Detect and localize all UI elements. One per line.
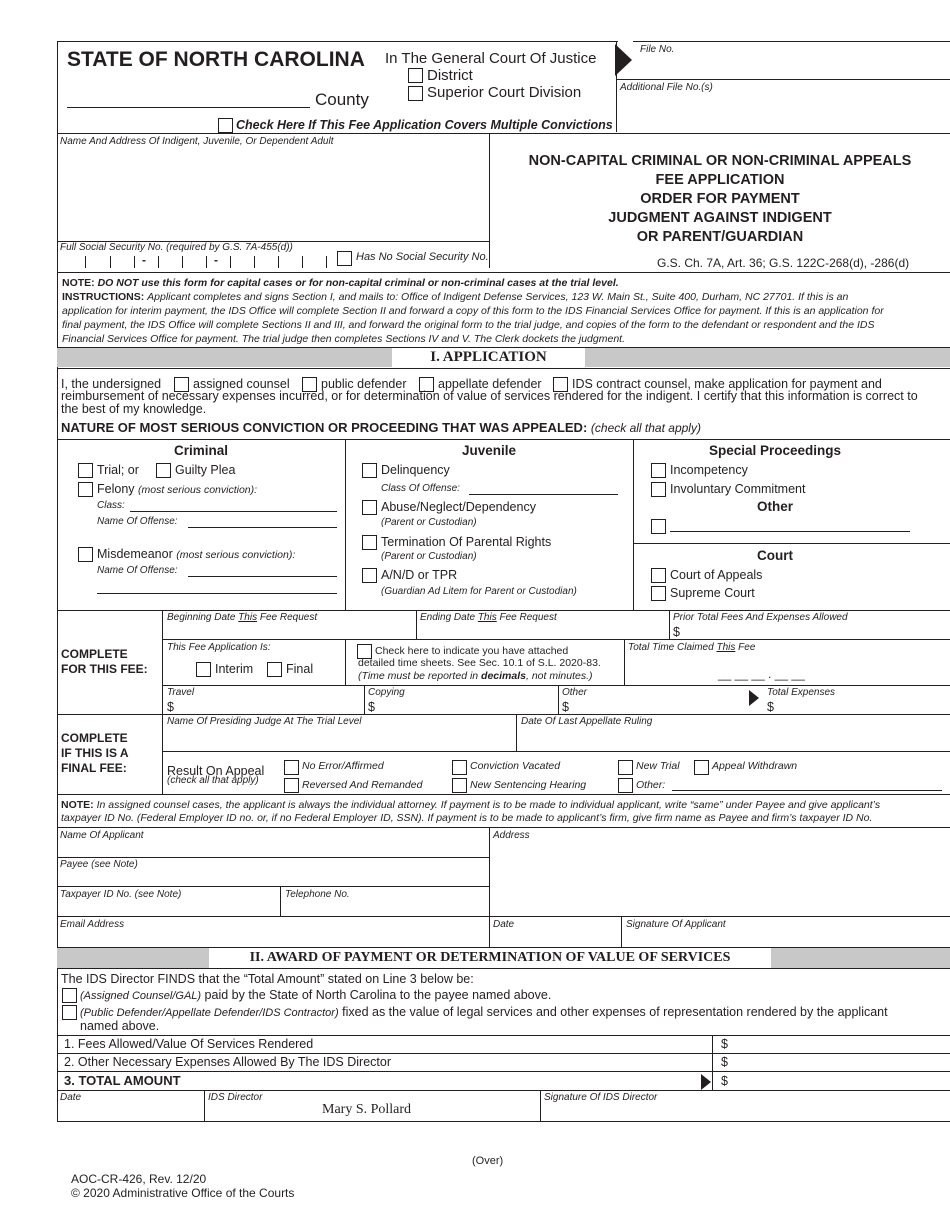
instr-label: INSTRUCTIONS: (62, 291, 145, 303)
interim-label: Interim (215, 662, 254, 676)
new-trial-checkbox[interactable] (618, 760, 633, 775)
taxpayer-label: Taxpayer ID No. (see Note) (60, 889, 182, 900)
timesheets-line1: Check here to indicate you have attached (375, 645, 569, 657)
ids-director-label: IDS Director (208, 1092, 263, 1103)
other-exp-label: Other (562, 687, 588, 698)
total-expenses-dollar: $ (767, 700, 774, 714)
end-divider (669, 610, 670, 639)
section1-top (57, 347, 950, 348)
parent-custodian-note: (Parent or Custodian) (381, 551, 477, 562)
felony-offense-label: Name Of Offense: (97, 516, 178, 527)
coa-checkbox[interactable] (651, 568, 666, 583)
fees-row3-bottom (57, 714, 950, 715)
class-line[interactable] (130, 511, 337, 512)
felony-label: Felony (97, 482, 135, 496)
ssn-dash: - (142, 253, 146, 267)
applicant-note-text: In assigned counsel cases, the applicant is always the individual attorney. If payment is to be made to individual applicant, write “same” under Payee and give applicant’s (96, 799, 881, 811)
termination-checkbox[interactable] (362, 535, 377, 550)
other-result-line[interactable] (672, 790, 942, 791)
trial-label: Trial; or (97, 463, 139, 477)
ids-signature-label: Signature Of IDS Director (544, 1092, 658, 1103)
final-checkbox[interactable] (267, 662, 282, 677)
final-label: Final (286, 662, 314, 676)
other-result-label: Other: (636, 779, 666, 791)
form-title-line: OR PARENT/GUARDIAN (636, 229, 804, 245)
instr-line: final payment, the IDS Office will complete Sections II and III, and forward the original form to the trial judge, and copies of the form to the defendant or respondent and the IDS (62, 319, 875, 331)
supreme-label: Supreme Court (670, 586, 755, 600)
county-label: County (315, 90, 369, 109)
complete-this-label: COMPLETE FOR THIS FEE: (61, 647, 148, 676)
applicant-name-label: Name Of Applicant (60, 830, 144, 841)
ssn-tick (302, 256, 303, 268)
form-title-line: ORDER FOR PAYMENT (640, 191, 800, 207)
class-of-offense-line[interactable] (469, 494, 618, 495)
payee-label: Payee (see Note) (60, 859, 138, 870)
cert-line: reimbursement of necessary expenses incurred, or for determination of value of services rendered for the indigent. I certify that this information is correct to (61, 389, 918, 403)
total-arrow-icon (749, 690, 759, 706)
misdemeanor-label: Misdemeanor (97, 547, 173, 561)
email-label: Email Address (60, 919, 125, 930)
total-time-label: Total Time Claimed This Fee (628, 642, 756, 653)
withdrawn-checkbox[interactable] (694, 760, 709, 775)
telephone-label: Telephone No. (285, 889, 350, 900)
prior-total-label: Prior Total Fees And Expenses Allowed (673, 612, 848, 623)
top-border-right (633, 41, 950, 42)
additional-file-label: Additional File No.(s) (620, 82, 713, 93)
line2-top (57, 1053, 950, 1054)
assigned-counsel-label: assigned counsel (193, 377, 290, 391)
abuse-checkbox[interactable] (362, 500, 377, 515)
class-of-offense-label: Class Of Offense: (381, 483, 460, 494)
opt1-italic: (Assigned Counsel/GAL) (80, 990, 202, 1002)
misd-offense-line2[interactable] (97, 593, 337, 594)
misd-offense-line[interactable] (188, 576, 337, 577)
and-tpr-checkbox[interactable] (362, 568, 377, 583)
no-ssn-label: Has No Social Security No. (356, 251, 489, 263)
section1-title: I. APPLICATION (430, 349, 547, 365)
ssn-label: Full Social Security No. (required by G.S. 7A-455(d)) (60, 242, 293, 253)
nature-hint: (check all that apply) (590, 421, 701, 435)
fees-row1-bottom (162, 639, 950, 640)
ssn-tick (278, 256, 279, 268)
copying-divider (558, 685, 559, 714)
section1-bar-right (585, 347, 950, 367)
and-tpr-label: A/N/D or TPR (381, 568, 458, 582)
result-label: Result On Appeal (167, 764, 265, 778)
misdemeanor-line (97, 547, 295, 561)
criminal-divider (345, 439, 346, 610)
judge-row-bottom (162, 751, 950, 752)
misdemeanor-checkbox[interactable] (78, 547, 93, 562)
public-defender-label: public defender (321, 377, 407, 391)
section1-bottom (57, 368, 950, 369)
applicant-note-label: NOTE: (61, 799, 94, 811)
fees-row2-bottom (162, 685, 950, 686)
court-divider (633, 543, 950, 544)
complete-final-label: COMPLETE IF THIS IS A FINAL FEE: (61, 731, 129, 775)
misd-hint: (most serious conviction): (176, 549, 296, 561)
prior-total-dollar: $ (673, 625, 680, 639)
app-is-label: This Fee Application Is: (167, 642, 271, 653)
total-amount-arrow-icon (701, 1074, 711, 1090)
payee-row-bottom (57, 886, 489, 887)
guilty-plea-label: Guilty Plea (175, 463, 236, 477)
date-divider (621, 916, 622, 947)
app-divider (345, 639, 346, 685)
opt2-line2: named above. (80, 1019, 160, 1033)
opt2-italic: (Public Defender/Appellate Defender/IDS Contractor) (80, 1007, 339, 1019)
state-title: STATE OF NORTH CAROLINA (67, 48, 365, 71)
timesheets-line3: (Time must be reported in decimals, not minutes.) (358, 670, 593, 682)
pd-contractor-checkbox[interactable] (62, 1005, 77, 1020)
nature-label: NATURE OF MOST SERIOUS CONVICTION OR PROCEEDING THAT WAS APPEALED: (61, 420, 588, 435)
county-line[interactable] (67, 107, 310, 108)
felony-checkbox[interactable] (78, 482, 93, 497)
cert-line: the best of my knowledge. (61, 402, 207, 416)
parent-custodian-note: (Parent or Custodian) (381, 517, 477, 528)
other-heading: Other (756, 499, 793, 514)
other-special-checkbox[interactable] (651, 519, 666, 534)
ids-date-divider (204, 1090, 205, 1121)
trial-checkbox[interactable] (78, 463, 93, 478)
finds-text: The IDS Director FINDS that the “Total Amount” stated on Line 3 below be: (61, 972, 474, 986)
address-label: Address (493, 830, 530, 841)
over-label: (Over) (472, 1155, 504, 1167)
ssn-tick (326, 256, 327, 268)
no-ssn-checkbox[interactable] (337, 251, 352, 266)
signature-row-top (57, 1090, 950, 1091)
misd-offense-label: Name Of Offense: (97, 565, 178, 576)
ids-director-name: Mary S. Pollard (322, 1102, 412, 1117)
new-sentencing-checkbox[interactable] (452, 778, 467, 793)
appellate-defender-label: appellate defender (438, 377, 542, 391)
instr-line (62, 290, 884, 304)
form-title-line: JUDGMENT AGAINST INDIGENT (608, 210, 832, 226)
section1-bar-left (57, 347, 392, 367)
section2-bar-right (771, 947, 950, 968)
top-border (57, 41, 618, 42)
coa-label: Court of Appeals (670, 568, 763, 582)
opt2-text: fixed as the value of legal services and other expenses of representation rendered by the applicant (342, 1005, 888, 1019)
instr-text: Applicant completes and signs Section I, and mails to: Office of Indigent Defense Services, 123 W. Main St., Suite 400, Durham, NC 27701. If this is an (147, 291, 849, 303)
withdrawn-label: Appeal Withdrawn (712, 760, 798, 772)
travel-divider (364, 685, 365, 714)
incompetency-checkbox[interactable] (651, 463, 666, 478)
ids-sig-divider (540, 1090, 541, 1121)
presiding-judge-label: Name Of Presiding Judge At The Trial Level (167, 716, 362, 727)
applicant-divider (489, 827, 490, 947)
amount-divider (712, 1035, 713, 1091)
fees-left-divider (162, 610, 163, 794)
reversed-label: Reversed And Remanded (302, 779, 423, 791)
multiple-convictions-checkbox[interactable] (218, 118, 233, 133)
vacated-label: Conviction Vacated (470, 760, 561, 772)
last-ruling-label: Date Of Last Appellate Ruling (521, 716, 653, 727)
end-date-label: Ending Date This Fee Request (420, 612, 557, 623)
interim-checkbox[interactable] (196, 662, 211, 677)
ssn-tick (110, 256, 111, 268)
ssn-tick (230, 256, 231, 268)
line3-top (57, 1071, 950, 1072)
total-amount-label: 3. TOTAL AMOUNT (64, 1073, 181, 1088)
termination-label: Termination Of Parental Rights (381, 535, 552, 549)
opt1-text: paid by the State of North Carolina to the payee named above. (204, 988, 552, 1002)
timesheets-line2: detailed time sheets. See Sec. 10.1 of S.L. 2020-83. (358, 657, 601, 669)
other-exp-dollar: $ (562, 700, 569, 714)
superior-checkbox[interactable] (408, 86, 423, 101)
ssn-dash: - (214, 253, 218, 267)
travel-dollar: $ (167, 700, 174, 714)
instructions-block (62, 276, 884, 346)
result-hint: (check all that apply) (167, 775, 259, 786)
applicant-top (57, 827, 950, 828)
district-checkbox[interactable] (408, 68, 423, 83)
ssn-tick (158, 256, 159, 268)
other-expenses-dollar[interactable]: $ (721, 1055, 728, 1069)
copying-dollar: $ (368, 700, 375, 714)
email-row-top (57, 916, 950, 917)
new-trial-label: New Trial (636, 760, 680, 772)
date-label: Date (493, 919, 515, 930)
statutes: G.S. Ch. 7A, Art. 36; G.S. 122C-268(d), -286(d) (657, 256, 910, 270)
ssn-tick (206, 256, 207, 268)
judge-divider (516, 714, 517, 751)
file-arrow-icon (615, 44, 632, 76)
taxpayer-divider (280, 886, 281, 917)
file-line (616, 79, 950, 80)
vacated-checkbox[interactable] (452, 760, 467, 775)
name-row-bottom (57, 857, 489, 858)
no-error-label: No Error/Affirmed (302, 760, 384, 772)
opt1-line (80, 988, 551, 1002)
ssn-tick (182, 256, 183, 268)
name-address-label: Name And Address Of Indigent, Juvenile, Or Dependent Adult (60, 136, 334, 147)
ident-bottom-line (57, 272, 950, 273)
delinquency-label: Delinquency (381, 463, 450, 477)
involuntary-checkbox[interactable] (651, 482, 666, 497)
time-divider (624, 639, 625, 685)
line1-top (57, 1035, 950, 1036)
class-label: Class: (97, 500, 125, 511)
district-label: District (427, 67, 473, 84)
special-heading: Special Proceedings (708, 443, 842, 458)
gal-note: (Guardian Ad Litem for Parent or Custodian) (381, 586, 577, 597)
ssn-tick (134, 256, 135, 268)
nature-line (61, 420, 701, 435)
begin-divider (416, 610, 417, 639)
felony-offense-line[interactable] (188, 527, 337, 528)
multiple-convictions-label: Check Here If This Fee Application Covers Multiple Convictions (236, 118, 613, 132)
criminal-heading: Criminal (173, 443, 228, 458)
applicant-note-line2: taxpayer ID No. (Federal Employer ID no. or, if no Federal Employer ID, SSN). If payment is to be made to applicant’s firm, give firm name as Payee and firm’s taxpayer ID No. (61, 812, 873, 824)
section2-title: II. AWARD OF PAYMENT OR DETERMINATION OF VALUE OF SERVICES (249, 950, 731, 965)
other-special-line[interactable] (670, 531, 910, 532)
ssn-tick (85, 256, 86, 268)
reversed-checkbox[interactable] (284, 778, 299, 793)
delinquency-checkbox[interactable] (362, 463, 377, 478)
incompetency-label: Incompetency (670, 463, 748, 477)
undersigned-label: I, the undersigned (61, 377, 162, 391)
note-line (62, 276, 884, 290)
assigned-gal-checkbox[interactable] (62, 988, 77, 1003)
note-label: NOTE: (62, 277, 95, 289)
begin-date-label: Beginning Date This Fee Request (167, 612, 318, 623)
note-text: DO NOT use this form for capital cases or for non-capital criminal or non-criminal cases at the trial level. (97, 277, 619, 289)
copyright: © 2020 Administrative Office of the Courts (71, 1186, 295, 1200)
copying-label: Copying (368, 687, 405, 698)
felony-hint: (most serious conviction): (138, 484, 258, 496)
involuntary-label: Involuntary Commitment (670, 482, 806, 496)
court-title: In The General Court Of Justice (385, 50, 597, 67)
guilty-plea-checkbox[interactable] (156, 463, 171, 478)
other-expenses-label: 2. Other Necessary Expenses Allowed By The IDS Director (64, 1055, 391, 1069)
fees-top (57, 610, 950, 611)
time-blanks[interactable]: __ __ __ . __ __ (718, 667, 805, 681)
felony-line (97, 482, 257, 496)
court-heading: Court (757, 548, 793, 563)
total-expenses-label: Total Expenses (767, 687, 836, 698)
total-amount-dollar[interactable]: $ (721, 1074, 728, 1088)
applicant-note-line1 (61, 799, 880, 811)
ids-date-label: Date (60, 1092, 82, 1103)
new-sentencing-label: New Sentencing Hearing (470, 779, 587, 791)
form-title (490, 152, 950, 247)
section2-bar-left (57, 947, 209, 968)
form-title-line: FEE APPLICATION (655, 172, 785, 188)
header-bottom-line (57, 133, 950, 134)
fees-allowed-dollar[interactable]: $ (721, 1037, 728, 1051)
section2-end (57, 1121, 950, 1122)
form-title-line: NON-CAPITAL CRIMINAL OR NON-CRIMINAL APPEALS (528, 153, 912, 169)
section2-top (57, 947, 950, 948)
fees-allowed-label: 1. Fees Allowed/Value Of Services Rendered (64, 1037, 314, 1051)
instr-line: Financial Services Office for payment. The trial judge then completes Sections IV and V. The Clerk dockets the judgment. (62, 333, 625, 345)
travel-label: Travel (167, 687, 195, 698)
superior-label: Superior Court Division (427, 84, 582, 101)
opt2-line (80, 1005, 888, 1019)
juvenile-heading: Juvenile (461, 443, 517, 458)
other-result-checkbox[interactable] (618, 778, 633, 793)
instr-line: application for interim payment, the IDS Office will complete Section II and forward a copy of this form to the IDS Financial Services Office for payment. If this is an application for (62, 305, 884, 317)
supreme-checkbox[interactable] (651, 586, 666, 601)
ids-contract-label: IDS contract counsel, make application for payment and (572, 377, 882, 391)
section2-bottom (57, 968, 950, 969)
signature-label: Signature Of Applicant (626, 919, 726, 930)
categories-top (57, 439, 950, 440)
ssn-tick (254, 256, 255, 268)
file-no-label: File No. (640, 44, 675, 55)
no-error-checkbox[interactable] (284, 760, 299, 775)
abuse-label: Abuse/Neglect/Dependency (381, 500, 536, 514)
form-number: AOC-CR-426, Rev. 12/20 (71, 1172, 207, 1186)
juvenile-divider (633, 439, 634, 610)
fees-bottom (57, 794, 950, 795)
